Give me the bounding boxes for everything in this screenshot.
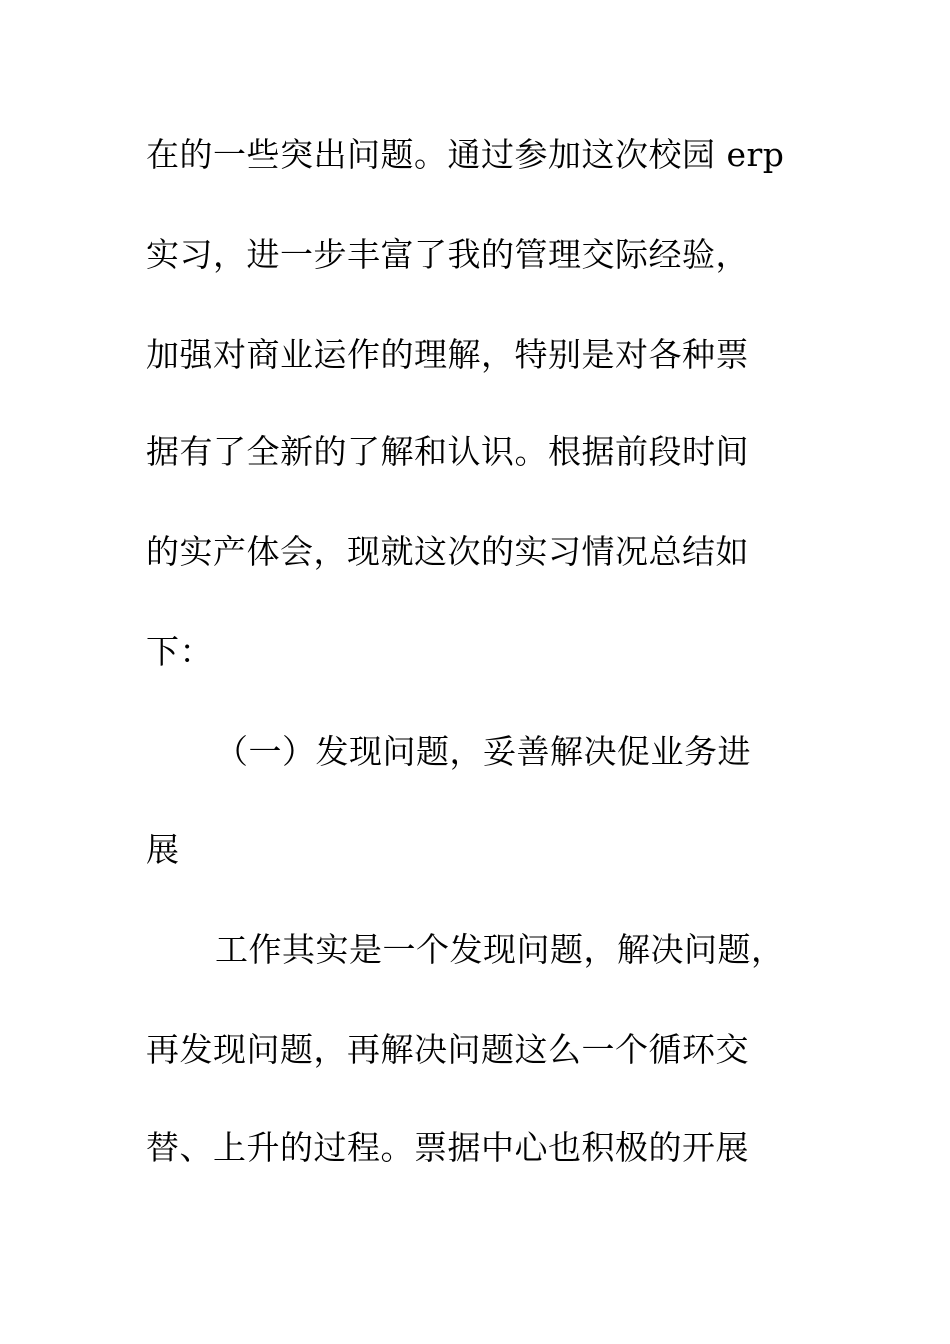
text-line: 下： bbox=[146, 632, 213, 671]
text-line: 的实产体会，现就这次的实习情况总结如 bbox=[146, 532, 749, 571]
text-line: 实习，进一步丰富了我的管理交际经验， bbox=[146, 235, 749, 274]
text-line: 再发现问题，再解决问题这么一个循环交 bbox=[146, 1030, 749, 1069]
section-heading: （一）发现问题，妥善解决促业务进 bbox=[215, 732, 751, 771]
text-line: 在的一些突出问题。通过参加这次校园 erp bbox=[146, 135, 785, 174]
text-line: 展 bbox=[146, 830, 180, 869]
text-line: 替、上升的过程。票据中心也积极的开展 bbox=[146, 1128, 749, 1167]
paragraph-start: 工作其实是一个发现问题，解决问题， bbox=[215, 930, 785, 969]
text-line: 加强对商业运作的理解，特别是对各种票 bbox=[146, 335, 749, 374]
text-line: 据有了全新的了解和认识。根据前段时间 bbox=[146, 432, 749, 471]
